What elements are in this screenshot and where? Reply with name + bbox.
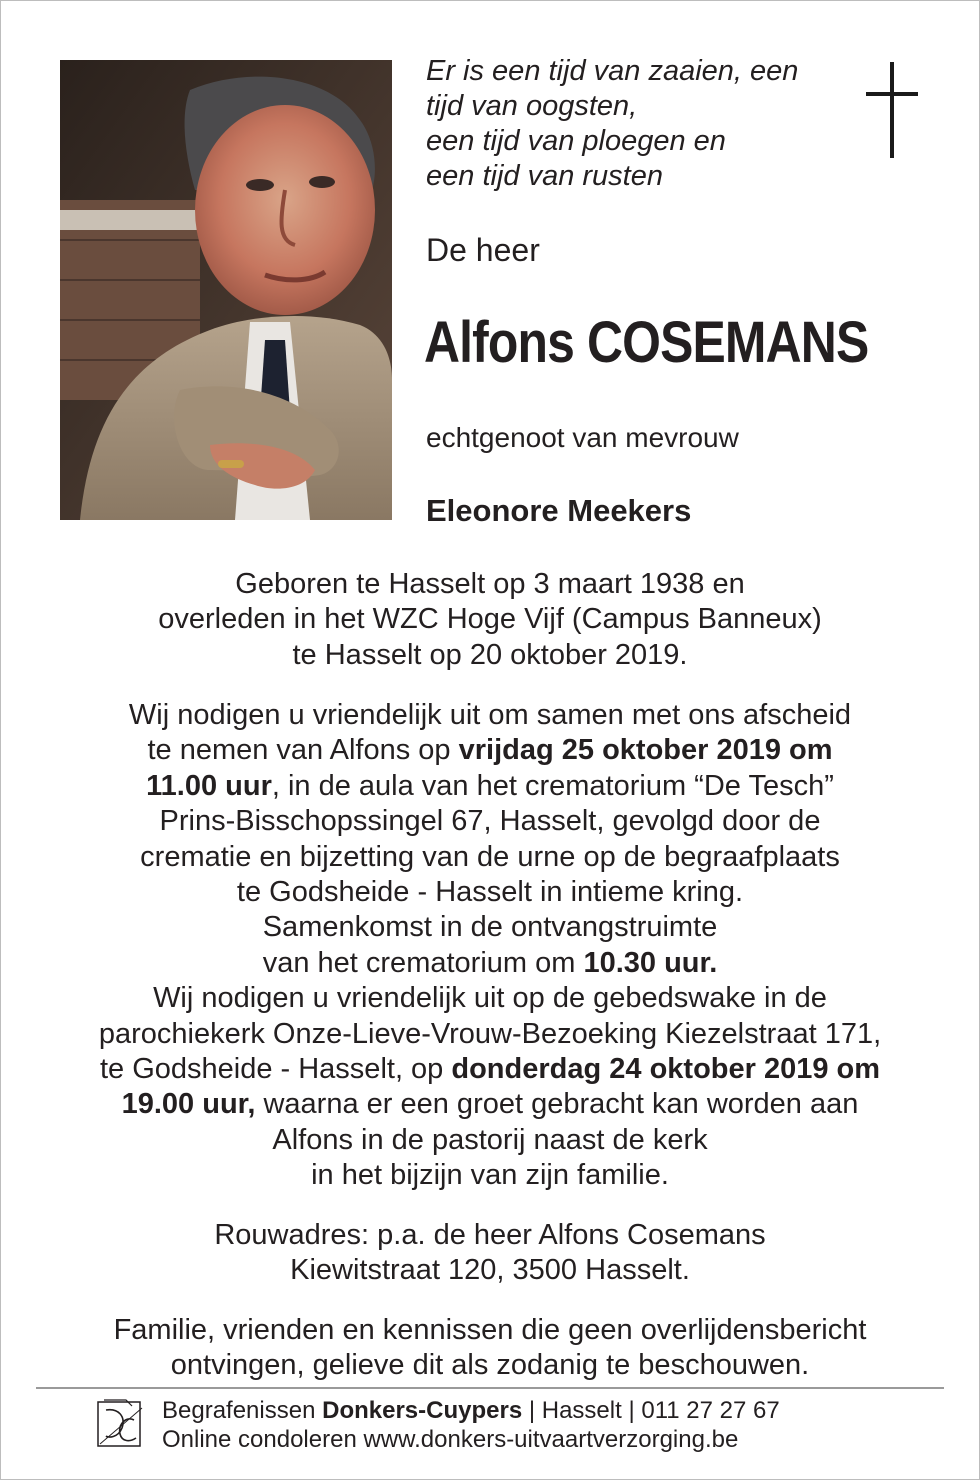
deceased-name: Alfons COSEMANS: [424, 310, 869, 375]
text-line: in het bijzijn van zijn familie.: [311, 1159, 669, 1192]
funeral-home-logo-icon: [96, 1398, 144, 1448]
text-line: parochiekerk Onze-Lieve-Vrouw-Bezoeking Kiezelstraat 171,: [98, 1017, 882, 1050]
poem-line: Er is een tijd van zaaien, een: [426, 55, 799, 87]
poem-line: een tijd van rusten: [426, 160, 663, 192]
poem-line: tijd van oogsten,: [426, 90, 638, 122]
funeral-time: 11.00 uur: [146, 769, 272, 802]
family-note: [40, 1313, 940, 1384]
cross-icon: [860, 62, 924, 162]
text-fragment: waarna er een groet gebracht kan worden aan: [255, 1088, 859, 1121]
wake-date: donderdag 24 oktober 2019 om: [451, 1053, 881, 1086]
footer-divider: [36, 1387, 944, 1389]
contact-info: | Hasselt | 011 27 27 67: [522, 1397, 780, 1424]
text-line: Familie, vrienden en kennissen die geen overlijdensbericht: [113, 1314, 867, 1346]
text-line: Rouwadres: p.a. de heer Alfons Cosemans: [214, 1219, 766, 1251]
text-line: [40, 946, 940, 981]
text-fragment: van het crematorium om: [262, 946, 584, 979]
funeral-date: vrijdag 25 oktober 2019 om: [458, 734, 833, 767]
text-line: Samenkomst in de ontvangstruimte: [262, 911, 718, 944]
gathering-time: 10.30 uur.: [583, 946, 718, 979]
funeral-home-footer: [162, 1396, 780, 1454]
text-line: crematie en bijzetting van de urne op de begraafplaats: [140, 840, 840, 873]
text-fragment: te Godsheide - Hasselt, op: [99, 1053, 452, 1086]
text-line: [40, 733, 940, 768]
salutation: De heer: [426, 232, 540, 268]
footer-line: Online condoleren www.donkers-uitvaartverzorging.be: [162, 1426, 739, 1453]
portrait-photo: [60, 60, 392, 520]
text-line: te Godsheide - Hasselt in intieme kring.: [236, 876, 744, 909]
text-line: [40, 1087, 940, 1122]
text-line: Prins-Bisschopssingel 67, Hasselt, gevolgd door de: [159, 805, 821, 838]
text-fragment: Begrafenissen: [162, 1397, 323, 1424]
text-line: Kiewitstraat 120, 3500 Hasselt.: [290, 1254, 690, 1287]
text-fragment: , in de aula van het crematorium “De Tesch”: [271, 769, 834, 802]
spouse-name: Eleonore Meekers: [426, 493, 692, 528]
text-line: Alfons in de pastorij naast de kerk: [272, 1123, 708, 1156]
funeral-home-name: Donkers-Cuypers: [322, 1397, 523, 1424]
text-fragment: te nemen van Alfons op: [147, 734, 459, 767]
text-line: Wij nodigen u vriendelijk uit om samen met ons afscheid: [128, 699, 852, 731]
text-line: ontvingen, gelieve dit als zodanig te beschouwen.: [170, 1349, 810, 1382]
poem-line: een tijd van ploegen en: [426, 125, 726, 157]
birth-death-text: [40, 567, 940, 673]
text-line: [40, 769, 940, 804]
wake-time: 19.00 uur,: [121, 1088, 256, 1121]
invitation-text: [40, 698, 940, 1194]
mourning-address: [40, 1218, 940, 1289]
poem-quote: [426, 54, 846, 194]
text-line: [40, 1052, 940, 1087]
text-line: te Hasselt op 20 oktober 2019.: [292, 638, 688, 671]
text-line: overleden in het WZC Hoge Vijf (Campus Banneux): [158, 603, 822, 636]
spouse-label: echtgenoot van mevrouw: [426, 422, 739, 453]
footer-line: [162, 1396, 780, 1425]
text-line: Wij nodigen u vriendelijk uit op de gebedswake in de: [153, 982, 827, 1015]
text-line: Geboren te Hasselt op 3 maart 1938 en: [235, 568, 745, 600]
